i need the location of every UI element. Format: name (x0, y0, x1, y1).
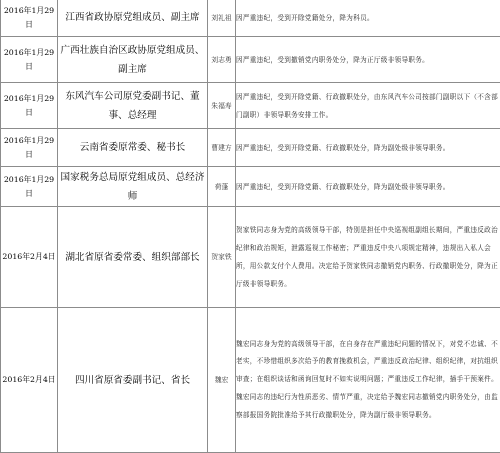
detail-cell: 因严重违纪，受到开除党籍、行政撤职处分，由东风汽车公司按部门副职以下（不含部门副职）非领导职务安排工作。 (236, 83, 500, 129)
date-cell: 2016年2月4日 (1, 308, 58, 453)
position-cell: 四川省原省委副书记、省长 (58, 308, 208, 453)
position-cell: 广西壮族自治区政协原党组成员、副主席 (58, 37, 208, 83)
name-cell: 刘礼祖 (208, 0, 236, 37)
date-cell: 2016年1月29日 (1, 37, 58, 83)
position-cell: 湖北省原省委常委、组织部部长 (58, 207, 208, 308)
name-cell: 魏宏 (208, 308, 236, 453)
table-row (1, 207, 500, 308)
table-row (1, 167, 500, 207)
position-cell: 东风汽车公司原党委副书记、董事、总经理 (58, 83, 208, 129)
detail-cell: 因严重违纪，受到撤销党内职务处分，降为正厅级非领导职务。 (236, 37, 500, 83)
date-cell: 2016年1月29日 (1, 83, 58, 129)
position-cell: 云南省委原常委、秘书长 (58, 129, 208, 167)
date-cell: 2016年1月29日 (1, 0, 58, 37)
position-cell: 江西省政协原党组成员、副主席 (58, 0, 208, 37)
table-row (1, 37, 500, 83)
name-cell: 曹建方 (208, 129, 236, 167)
table-row (1, 308, 500, 453)
name-cell: 刘志勇 (208, 37, 236, 83)
table-row (1, 129, 500, 167)
table-row (1, 0, 500, 37)
name-cell: 朱福寿 (208, 83, 236, 129)
detail-cell: 因严重违纪，受到开除党籍、行政撤职处分，降为副处级非领导职务。 (236, 129, 500, 167)
detail-cell: 因严重违纪，受到开除党籍处分，降为科员。 (236, 0, 500, 37)
date-cell: 2016年2月4日 (1, 207, 58, 308)
position-cell: 国家税务总局原党组成员、总经济师 (58, 167, 208, 207)
name-cell: 贺家铁 (208, 207, 236, 308)
detail-cell: 魏宏同志身为党的高级领导干部，在自身存在严重违纪问题的情况下，对党不忠诚、不老实，不珍惜组织多次给予的教育挽救机会，严重违反政治纪律、组织纪律，对抗组织审查；在组织谈话和函询回复时不如实说明问题；严重违反工作纪律，插手干预案件。魏宏同志的违纪行为性质恶劣、情节严重，决定给予魏宏同志撤销党内职务处分，由监察部报国务院批准给予其行政撤职处分，降为副厅级非领导职务。 (236, 308, 500, 453)
date-cell: 2016年1月29日 (1, 167, 58, 207)
detail-cell: 贺家铁同志身为党的高级领导干部，特别是担任中央巡视组副组长期间，严重违反政治纪律和政治规矩，泄露巡视工作秘密；严重违反中央八项规定精神，违规出入私人会所，用公款支付个人费用。决定给予贺家铁同志撤销党内职务、行政撤职处分，降为正厅级非领导职务。 (236, 207, 500, 308)
detail-cell: 因严重违纪，受到开除党籍、行政撤职处分，降为副处级非领导职务。 (236, 167, 500, 207)
date-cell: 2016年1月29日 (1, 129, 58, 167)
table-row (1, 83, 500, 129)
name-cell: 荷蓬 (208, 167, 236, 207)
